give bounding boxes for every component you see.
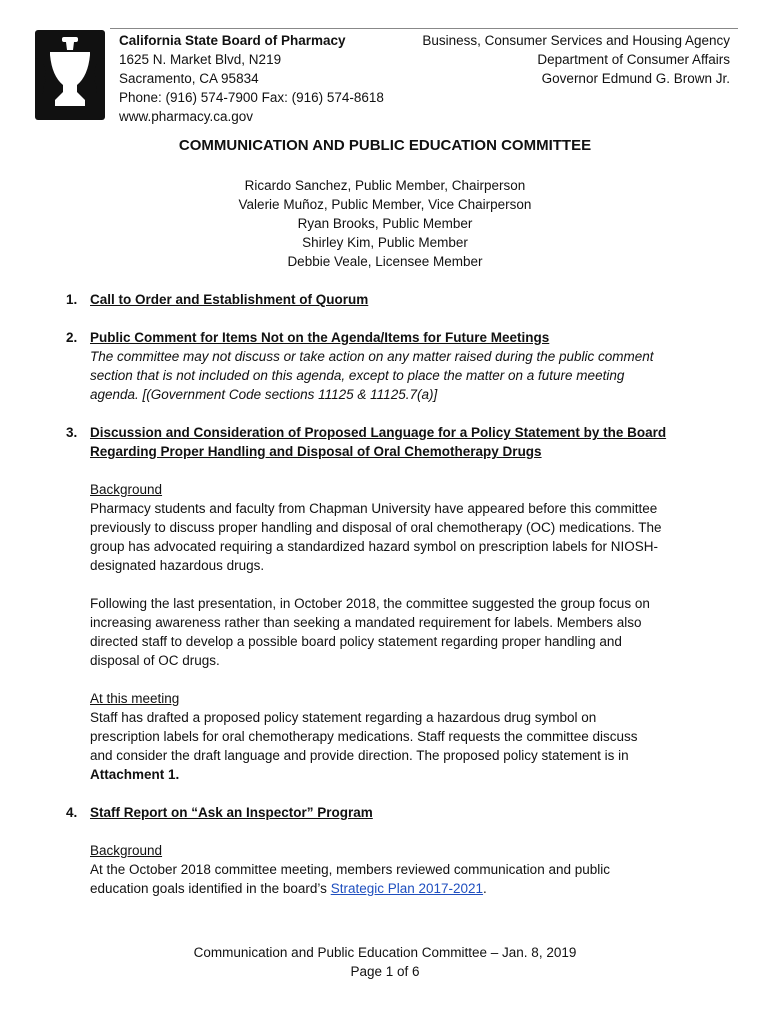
paragraph-line: Pharmacy students and faculty from Chapman University have appeared before this committee [90, 501, 658, 516]
item-note: agenda. [(Government Code sections 11125 & 11125.7(a)] [90, 387, 438, 402]
page-footer [0, 943, 770, 981]
address-line-1: 1625 N. Market Blvd, N219 [119, 52, 282, 67]
meeting-label: At this meeting [90, 691, 180, 706]
paragraph-line: group has advocated requiring a standardized hazard symbol on prescription labels for NIOSH- [90, 539, 659, 554]
paragraph-line: At the October 2018 committee meeting, members reviewed communication and public [90, 862, 611, 877]
paragraph-line: and consider the draft language and provide direction. The proposed policy statement is in [90, 748, 629, 763]
item-heading: Call to Order and Establishment of Quorum [90, 292, 369, 307]
address-line-2: Sacramento, CA 95834 [119, 71, 259, 86]
attachment-reference: Attachment 1. [90, 767, 180, 782]
item-note: The committee may not discuss or take action on any matter raised during the public comment [90, 349, 654, 364]
paragraph-line: prescription labels for oral chemotherapy medications. Staff requests the committee discuss [90, 729, 638, 744]
background-label: Background [90, 843, 163, 858]
paragraph-line: increasing awareness rather than seeking a mandated requirement for labels. Members also [90, 615, 642, 630]
item-number: 3. [66, 425, 78, 440]
committee-title: COMMUNICATION AND PUBLIC EDUCATION COMMITTEE [178, 137, 592, 154]
agency-block [422, 31, 730, 88]
pharmacy-board-logo-icon [35, 30, 105, 120]
item-heading: Discussion and Consideration of Proposed Language for a Policy Statement by the Board [90, 425, 667, 440]
member-item: Valerie Muñoz, Public Member, Vice Chairperson [238, 197, 532, 212]
paragraph-line: disposal of OC drugs. [90, 653, 220, 668]
agency-line-2: Department of Consumer Affairs [537, 52, 730, 67]
agency-line-1: Business, Consumer Services and Housing Agency [422, 33, 730, 48]
paragraph-line: previously to discuss proper handling and disposal of oral chemotherapy (OC) medications. The [90, 520, 662, 535]
agenda-item-4 [66, 803, 686, 898]
website: www.pharmacy.ca.gov [119, 109, 254, 124]
member-list [0, 176, 770, 271]
paragraph-line: directed staff to develop a possible board policy statement regarding proper handling and [90, 634, 622, 649]
item-note: section that is not included on this agenda, except to place the matter on a future meeting [90, 368, 625, 383]
member-item: Ryan Brooks, Public Member [297, 216, 473, 231]
item-heading: Staff Report on “Ask an Inspector” Program [90, 805, 373, 820]
item-heading: Public Comment for Items Not on the Agenda/Items for Future Meetings [90, 330, 550, 345]
header-rule [110, 28, 738, 29]
member-item: Shirley Kim, Public Member [302, 235, 468, 250]
phone-fax: Phone: (916) 574-7900 Fax: (916) 574-8618 [119, 90, 384, 105]
page-number: Page 1 of 6 [350, 964, 420, 979]
paragraph-line [90, 879, 686, 898]
agenda-item-3 [66, 423, 686, 784]
background-label: Background [90, 482, 163, 497]
item-number: 1. [66, 292, 78, 307]
paragraph-text: . [483, 881, 487, 896]
footer-title: Communication and Public Education Committee – Jan. 8, 2019 [193, 945, 577, 960]
agenda-item-2 [66, 328, 686, 404]
strategic-plan-link[interactable]: Strategic Plan 2017-2021 [330, 881, 484, 896]
paragraph-text: education goals identified in the board’s [90, 881, 331, 896]
paragraph-line: Following the last presentation, in October 2018, the committee suggested the group focus on [90, 596, 650, 611]
item-number: 4. [66, 805, 78, 820]
board-contact-block [119, 31, 384, 126]
board-name: California State Board of Pharmacy [119, 33, 346, 48]
item-heading: Regarding Proper Handling and Disposal of Oral Chemotherapy Drugs [90, 444, 542, 459]
member-item: Ricardo Sanchez, Public Member, Chairperson [244, 178, 526, 193]
agenda-item-1 [66, 290, 686, 309]
paragraph-line: Staff has drafted a proposed policy statement regarding a hazardous drug symbol on [90, 710, 597, 725]
agency-line-3: Governor Edmund G. Brown Jr. [541, 71, 730, 86]
paragraph-line: designated hazardous drugs. [90, 558, 265, 573]
item-number: 2. [66, 330, 78, 345]
member-item: Debbie Veale, Licensee Member [287, 254, 483, 269]
agenda-items [66, 290, 686, 898]
